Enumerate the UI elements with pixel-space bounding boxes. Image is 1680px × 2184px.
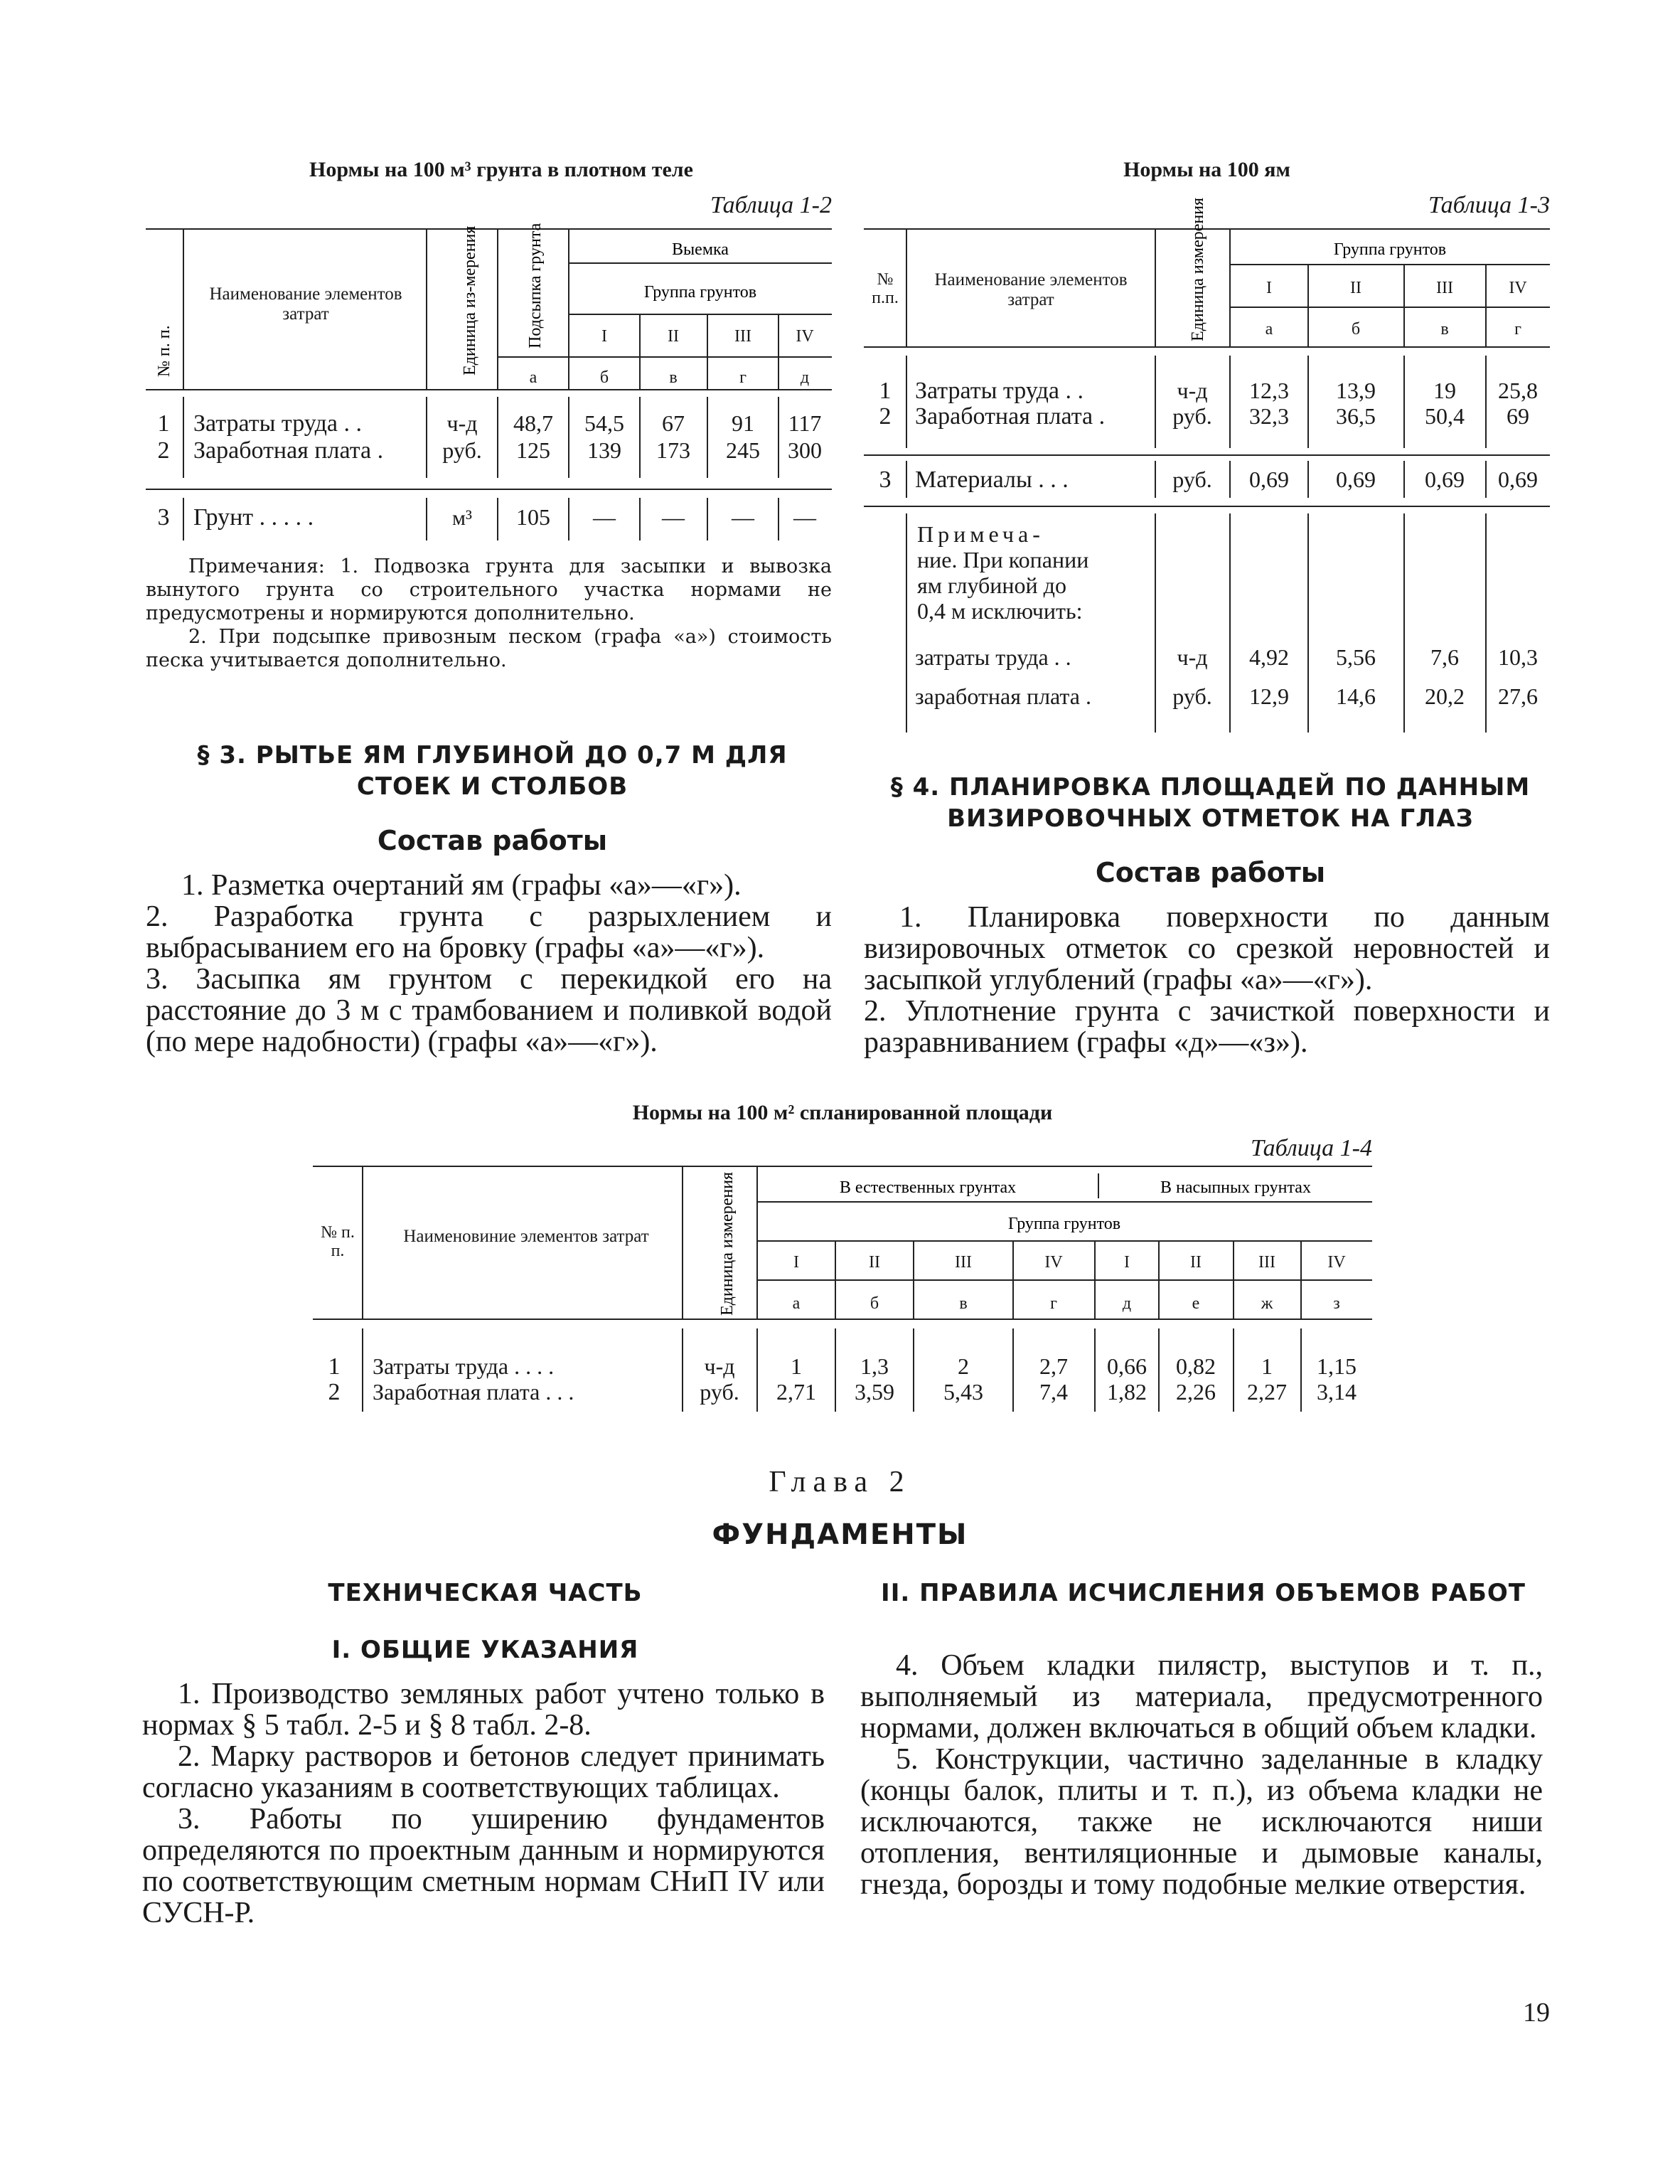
section-4-item-2: 2. Уплотнение грунта с зачисткой поверхности и разравниванием (графы «д»—«з»). (864, 995, 1550, 1059)
t13-note-row-value: 10,3 (1498, 644, 1538, 670)
t12-row-unit: ч-д (446, 410, 478, 436)
t12-row-value: 105 (516, 504, 550, 530)
t13-note-row-value: 20,2 (1425, 683, 1465, 709)
table-1-2-caption: Нормы на 100 м³ грунта в плотном теле (309, 158, 693, 181)
t12-row-value: 245 (726, 437, 760, 463)
table-1-3-caption: Нормы на 100 ям (1123, 158, 1290, 181)
t14-row-no: 1 (328, 1353, 341, 1380)
t13-row-value: 0,69 (1425, 467, 1465, 492)
t14-row-value: 5,43 (943, 1379, 983, 1405)
t14-group-label: I (793, 1253, 799, 1272)
chapter-label: Глава 2 (769, 1466, 911, 1498)
t13-row-value: 0,69 (1249, 467, 1289, 492)
t13-row-name: Материалы . . . (915, 467, 1069, 493)
t12-head-group: Группа грунтов (643, 283, 757, 302)
t14-letter-label: ж (1261, 1294, 1273, 1313)
t14-head-bulk: В насыпных грунтах (1160, 1178, 1311, 1197)
t13-note-line: ям глубиной до (917, 572, 1066, 598)
t13-letter-label: а (1265, 320, 1273, 339)
t13-head-name: Наименование элементов затрат (934, 270, 1128, 309)
t13-row-no: 2 (879, 403, 892, 430)
chapter-title: ФУНДАМЕНТЫ (712, 1518, 968, 1551)
t14-row-value: 2,27 (1247, 1379, 1287, 1405)
t14-head-group: Группа грунтов (1007, 1215, 1121, 1233)
t13-letter-label: в (1440, 320, 1449, 339)
t12-group-label: I (601, 327, 607, 346)
t12-letter-label: а (529, 368, 537, 387)
t14-row-no: 2 (328, 1379, 341, 1405)
t14-row-value: 2 (958, 1353, 969, 1379)
t13-row-value: 32,3 (1249, 403, 1289, 429)
t12-row-no: 1 (157, 410, 170, 437)
t14-letter-label: г (1050, 1294, 1057, 1313)
t12-letter-label: б (599, 368, 609, 387)
t14-head-no-wrap (313, 1223, 363, 1280)
t12-head-name-wrap (192, 284, 419, 348)
t14-letter-label: д (1122, 1294, 1132, 1313)
t14-letter-label: в (959, 1294, 968, 1313)
t13-note-row-name: заработная плата . (915, 683, 1091, 709)
section-3-heading: § 3. РЫТЬЕ ЯМ ГЛУБИНОЙ ДО 0,7 М ДЛЯ СТОЕК И СТОЛБОВ (197, 741, 788, 801)
t13-group-label: IV (1509, 279, 1527, 297)
t13-note-line: ние. При копании (917, 547, 1089, 572)
t12-row-name: Грунт . . . . . (193, 504, 314, 531)
t13-note-row-value: 12,9 (1249, 683, 1289, 709)
t13-row-name: Затраты труда . . (915, 378, 1084, 404)
t12-row-value: 125 (516, 437, 550, 463)
t14-row-unit: ч-д (704, 1353, 735, 1379)
t14-row-name: Заработная плата . . . (373, 1379, 574, 1405)
t13-row-value: 69 (1507, 403, 1529, 429)
t14-head-unit: Единица измерения (718, 1171, 737, 1316)
t14-head-name-wrap (377, 1227, 675, 1284)
right-item-4: 4. Объем кладки пилястр, выступов и т. п., выполняемый из материала, предусмотренного нормами, должен включаться в общий объем кладки. (860, 1649, 1543, 1744)
t13-note-row-value: 27,6 (1498, 683, 1538, 709)
t13-letter-label: б (1351, 320, 1361, 339)
t13-row-value: 13,9 (1336, 378, 1376, 403)
t14-row-value: 3,59 (855, 1379, 894, 1405)
t12-head-no: № п. п. (155, 325, 173, 377)
section-4-subheading: Состав работы (1095, 857, 1326, 888)
t14-group-label: III (955, 1253, 972, 1272)
t12-row-value: 48,7 (513, 410, 553, 436)
t12-row-name: Заработная плата . (193, 437, 384, 464)
t13-row-unit: руб. (1172, 467, 1212, 492)
t14-letter-label: б (870, 1294, 879, 1313)
t14-group-label: IV (1044, 1253, 1063, 1272)
t12-row-unit: руб. (442, 437, 482, 463)
right-heading: II. ПРАВИЛА ИСЧИСЛЕНИЯ ОБЪЕМОВ РАБОТ (881, 1579, 1526, 1607)
t12-row-value: 67 (662, 410, 685, 436)
t12-head-dig: Выемка (672, 240, 729, 259)
t14-group-label: III (1258, 1253, 1275, 1272)
t14-letter-label: а (792, 1294, 801, 1313)
left-subheading: I. ОБЩИЕ УКАЗАНИЯ (331, 1636, 639, 1664)
t13-note-row-name: затраты труда . . (915, 644, 1071, 670)
t12-head-unit: Единица из-мерения (461, 225, 479, 375)
section-4-item-1: 1. Планировка поверхности по данным визировочных отметок со срезкой неровностей и засыпкой углублений (графы «а»—«г»). (864, 901, 1550, 996)
t13-row-value: 19 (1433, 378, 1456, 403)
right-item-5: 5. Конструкции, частично заделанные в кладку (концы балок, плиты и т. п.), из объема кладки не исключаются, также не исключаются ниши отопления, вентиляционные и дымовые каналы, гнезда, борозды и тому подобные мелкие отверстия. (860, 1743, 1543, 1901)
t12-head-name: Наименование элементов затрат (209, 284, 402, 324)
t14-row-value: 1 (1261, 1353, 1273, 1379)
t12-letter-label: в (669, 368, 678, 387)
table-1-2-note-2: 2. При подсыпке привозным песком (графа «а») стоимость песка учитывается дополнительно. (146, 626, 832, 671)
t14-group-label: I (1124, 1253, 1130, 1272)
t13-row-no: 1 (879, 378, 892, 404)
t12-group-label: IV (796, 327, 814, 346)
t12-row-value: 300 (788, 437, 822, 463)
t13-note-row-unit: руб. (1172, 683, 1212, 709)
table-1-2-note-1: Примечания: 1. Подвозка грунта для засыпки и вывозка вынутого грунта со строительного участка нормами не предусмотрены и нормируются дополнительно. (146, 555, 832, 624)
section-3-item-2: 2. Разработка грунта с разрыхлением и выбрасыванием его на бровку (графы «а»—«г»). (146, 900, 832, 964)
t12-row-value: — (732, 504, 754, 530)
t13-note-row-value: 4,92 (1249, 644, 1289, 670)
t14-row-value: 0,82 (1176, 1353, 1216, 1379)
t14-row-value: 2,7 (1039, 1353, 1068, 1379)
t13-note-row-value: 5,56 (1336, 644, 1376, 670)
t13-group-label: III (1436, 279, 1453, 297)
t13-row-name: Заработная плата . (915, 403, 1106, 430)
t14-row-value: 1,3 (860, 1353, 889, 1379)
section-3-subheading: Состав работы (377, 825, 608, 856)
t12-head-fill: Подсыпка грунта (526, 223, 545, 348)
t13-head-name-wrap (914, 270, 1148, 334)
t14-row-value: 1,15 (1317, 1353, 1357, 1379)
right-items (860, 1650, 1543, 1900)
t12-row-value: 139 (587, 437, 621, 463)
t14-head-no: № п. п. (321, 1223, 355, 1260)
t14-row-value: 0,66 (1107, 1353, 1147, 1379)
t14-letter-label: з (1333, 1294, 1340, 1313)
t12-row-no: 2 (157, 437, 170, 464)
t14-row-value: 1 (791, 1353, 802, 1379)
t13-note-line: Примеча- (917, 521, 1044, 547)
t12-letter-label: г (739, 368, 747, 387)
table-1-2-number: Таблица 1-2 (710, 192, 832, 218)
t13-letter-label: г (1514, 320, 1521, 339)
t14-group-label: II (1190, 1253, 1202, 1272)
t13-note-row-value: 7,6 (1430, 644, 1459, 670)
t14-row-unit: руб. (700, 1379, 739, 1405)
left-items (142, 1678, 825, 1929)
t12-row-value: 54,5 (584, 410, 624, 436)
t14-row-value: 2,71 (776, 1379, 816, 1405)
table-1-3-number: Таблица 1-3 (1428, 192, 1550, 218)
left-heading: ТЕХНИЧЕСКАЯ ЧАСТЬ (328, 1579, 643, 1607)
t12-row-name: Затраты труда . . (193, 410, 363, 437)
t12-row-value: 91 (732, 410, 754, 436)
t14-row-value: 3,14 (1317, 1379, 1357, 1405)
page-number: 19 (1523, 1998, 1550, 2028)
t13-row-value: 50,4 (1425, 403, 1465, 429)
t13-group-label: II (1350, 279, 1361, 297)
t12-row-value: — (593, 504, 616, 530)
t13-row-value: 12,3 (1249, 378, 1289, 403)
t14-row-value: 2,26 (1176, 1379, 1216, 1405)
t13-row-value: 36,5 (1336, 403, 1376, 429)
t12-row-no: 3 (157, 504, 170, 531)
t13-note-row-value: 14,6 (1336, 683, 1376, 709)
section-3-item-1: 1. Разметка очертаний ям (графы «а»—«г»). (181, 869, 742, 902)
t12-row-value: 117 (788, 410, 822, 436)
section-4-heading: § 4. ПЛАНИРОВКА ПЛОЩАДЕЙ ПО ДАННЫМ ВИЗИРОВОЧНЫХ ОТМЕТОК НА ГЛАЗ (890, 773, 1531, 833)
t13-row-no: 3 (879, 467, 892, 493)
t12-row-unit: м³ (452, 506, 472, 530)
t13-row-unit: руб. (1172, 403, 1212, 429)
t13-head-group: Группа грунтов (1333, 240, 1447, 259)
t12-row-value: — (793, 504, 816, 530)
t14-head-name: Наименовиние элементов затрат (403, 1227, 649, 1246)
left-item-3: 3. Работы по уширению фундаментов определяются по проектным данным и нормируются по соответствующим сметным нормам СНиП IV или СУСН-Р. (142, 1803, 825, 1929)
t14-row-value: 1,82 (1107, 1379, 1147, 1405)
section-3-items (146, 870, 832, 1058)
left-item-2: 2. Марку растворов и бетонов следует принимать согласно указаниям в соответствующих таблицах. (142, 1740, 825, 1804)
section-3-item-3: 3. Засыпка ям грунтом с перекидкой его на расстояние до 3 м с трамбованием и поливкой водой (по мере надобности) (графы «а»—«г»). (146, 963, 832, 1058)
t13-row-value: 0,69 (1498, 467, 1538, 492)
t13-head-unit: Единица измерения (1189, 197, 1207, 341)
t12-row-value: 173 (656, 437, 690, 463)
t14-group-label: II (869, 1253, 880, 1272)
table-1-4-caption: Нормы на 100 м² спланированной площади (632, 1101, 1053, 1124)
t14-row-value: 7,4 (1039, 1379, 1068, 1405)
t13-group-label: I (1266, 279, 1272, 297)
t13-row-value: 0,69 (1336, 467, 1376, 492)
left-item-1: 1. Производство земляных работ учтено только в нормах § 5 табл. 2-5 и § 8 табл. 2-8. (142, 1678, 825, 1742)
t13-note-row-unit: ч-д (1177, 644, 1208, 670)
t14-letter-label: е (1192, 1294, 1200, 1313)
table-1-4-number: Таблица 1-4 (1251, 1135, 1372, 1161)
t14-group-label: IV (1327, 1253, 1346, 1272)
table-1-2-notes (146, 555, 832, 672)
t14-head-natural: В естественных грунтах (839, 1178, 1017, 1197)
t12-group-label: III (734, 327, 751, 346)
t12-group-label: II (668, 327, 679, 346)
t12-letter-label: д (800, 368, 810, 387)
section-4-items (864, 902, 1550, 1058)
t13-row-value: 25,8 (1498, 378, 1538, 403)
t13-note-line: 0,4 м исключить: (917, 598, 1083, 624)
t13-row-unit: ч-д (1177, 378, 1208, 403)
t12-row-value: — (662, 504, 685, 530)
t13-head-no-wrap (864, 270, 906, 334)
t13-head-no: № п.п. (872, 270, 899, 307)
t14-row-name: Затраты труда . . . . (373, 1353, 555, 1379)
